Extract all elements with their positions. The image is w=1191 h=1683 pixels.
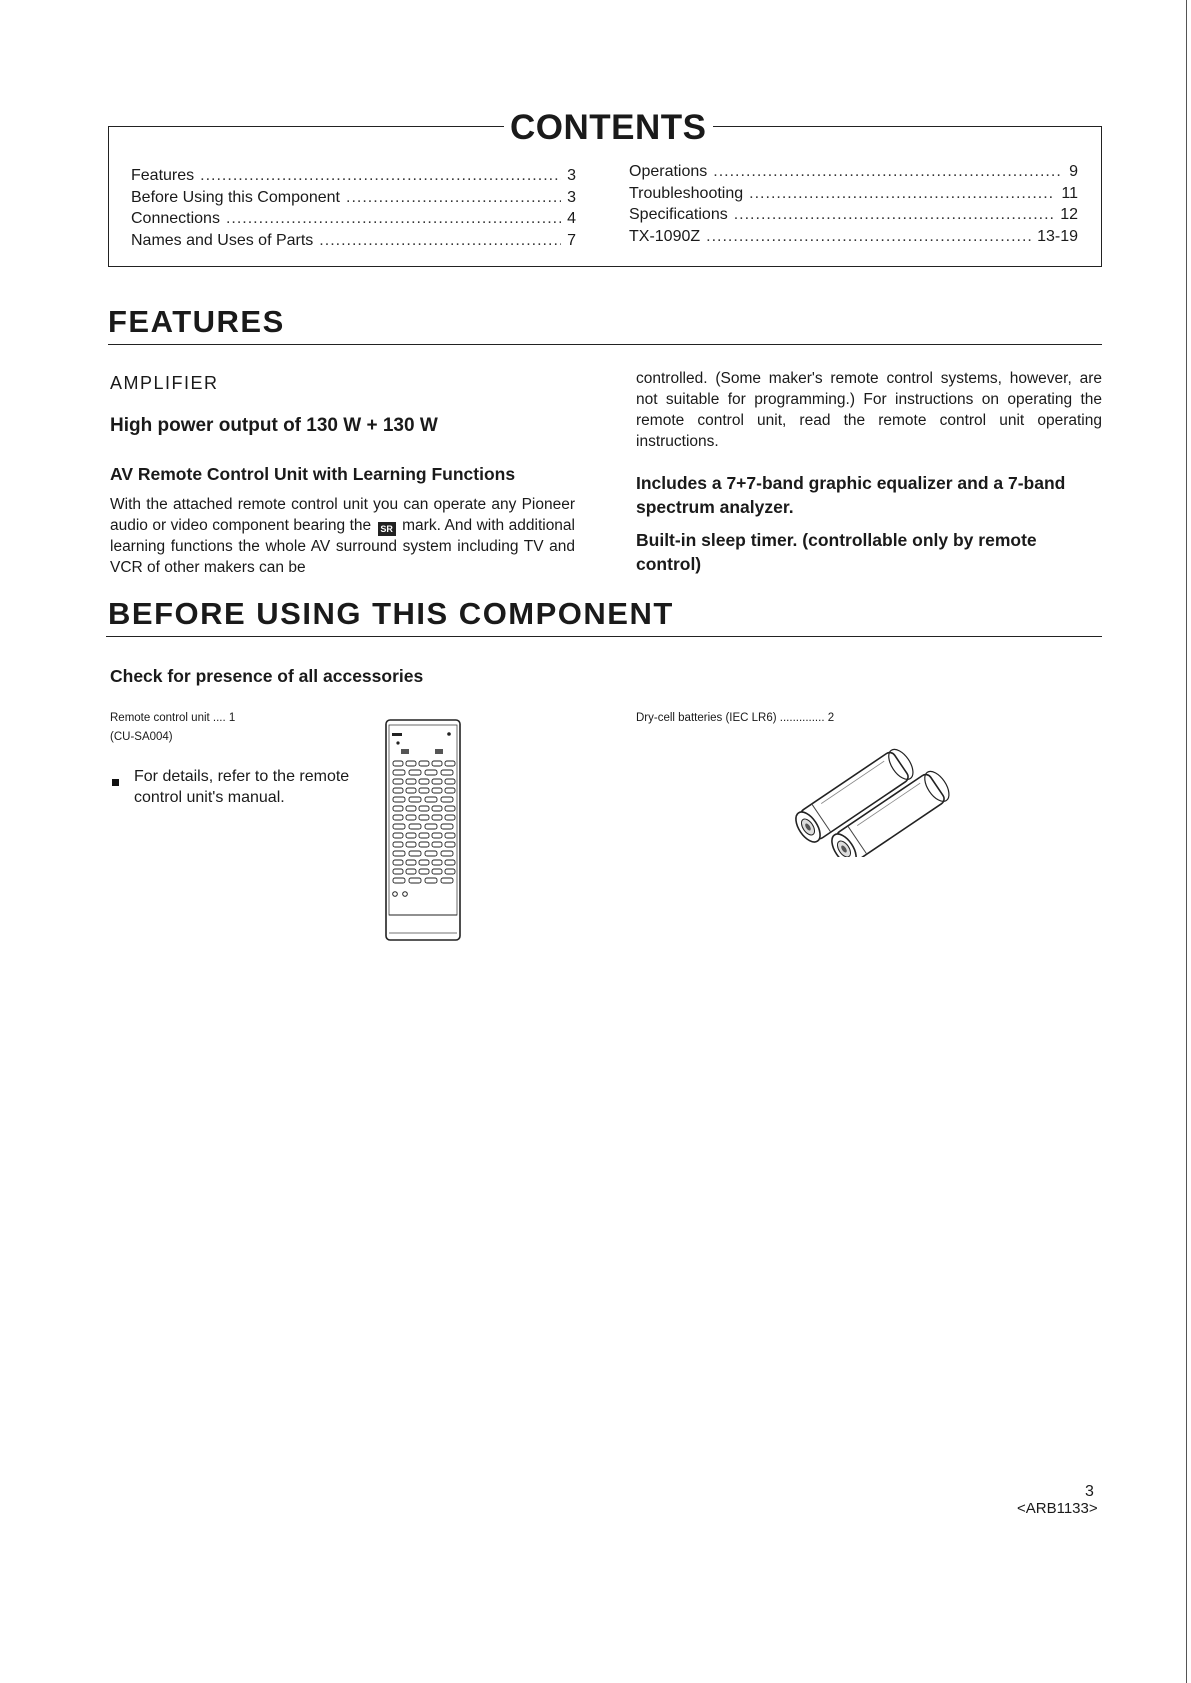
toc-label: Before Using this Component xyxy=(131,188,340,206)
power-output-heading: High power output of 130 W + 130 W xyxy=(110,415,438,436)
toc-page: 3 xyxy=(567,167,576,184)
amplifier-heading: AMPLIFIER xyxy=(110,373,219,393)
toc-leader xyxy=(734,204,1054,226)
document-code: <ARB1133> xyxy=(1017,1500,1098,1517)
av-remote-text-1: With the attached remote control unit you can operate any Pioneer audio or video component bearing the xyxy=(110,496,575,534)
contents-right-column xyxy=(629,161,1078,247)
toc-label: Connections xyxy=(131,210,220,227)
toc-page: 9 xyxy=(1069,163,1078,180)
before-using-rule xyxy=(106,636,1102,637)
sr-mark-icon: SR xyxy=(378,522,396,536)
toc-leader xyxy=(319,230,561,252)
before-using-heading: BEFORE USING THIS COMPONENT xyxy=(108,596,674,631)
toc-label: Operations xyxy=(629,163,708,180)
toc-leader xyxy=(200,165,561,187)
av-remote-text-2: mark. And with additional learning functions the whole AV surround system including TV and VCR of other makers can be xyxy=(110,517,575,576)
toc-leader xyxy=(706,226,1031,248)
toc-page: 3 xyxy=(567,188,576,206)
remote-control-model: (CU-SA004) xyxy=(110,731,173,743)
toc-page: 12 xyxy=(1060,206,1078,223)
toc-label: Troubleshooting xyxy=(629,184,744,202)
av-remote-description xyxy=(110,494,575,578)
toc-page: 11 xyxy=(1061,184,1078,202)
av-remote-heading: AV Remote Control Unit with Learning Functions xyxy=(110,464,516,484)
batteries-illustration xyxy=(786,745,952,862)
scan-edge-line xyxy=(1186,0,1187,1683)
toc-entry-before-using[interactable] xyxy=(131,187,576,209)
equalizer-feature: Includes a 7+7-band graphic equalizer and a 7-band spectrum analyzer. xyxy=(636,473,1066,517)
toc-entry-features[interactable] xyxy=(131,165,576,187)
toc-label: Names and Uses of Parts xyxy=(131,231,314,249)
toc-page: 13-19 xyxy=(1037,227,1078,245)
remote-control-line: Remote control unit .... 1 xyxy=(110,712,236,724)
toc-leader xyxy=(713,161,1063,183)
av-remote-description-continued: controlled. (Some maker's remote control systems, however, are not suitable for programming.) For instructions on operating the remote control unit, read the remote control unit operating instructions. xyxy=(636,370,1102,450)
toc-entry-specifications[interactable] xyxy=(629,204,1078,226)
toc-page: 7 xyxy=(567,231,576,249)
page-number: 3 xyxy=(1085,1483,1094,1500)
remote-details-note: For details, refer to the remote control unit's manual. xyxy=(134,768,350,806)
toc-page: 4 xyxy=(567,210,576,227)
toc-leader xyxy=(226,208,561,230)
batteries-line: Dry-cell batteries (IEC LR6) .............. 2 xyxy=(636,712,835,724)
features-rule xyxy=(108,344,1102,345)
toc-entry-names-and-uses[interactable] xyxy=(131,230,576,252)
toc-label: Features xyxy=(131,167,195,184)
sleep-timer-feature: Built-in sleep timer. (controllable only by remote control) xyxy=(636,530,1037,574)
toc-entry-operations[interactable] xyxy=(629,161,1078,183)
toc-label: TX-1090Z xyxy=(629,227,701,245)
check-accessories-heading: Check for presence of all accessories xyxy=(110,666,424,686)
contents-left-column xyxy=(131,165,576,251)
remote-control-illustration xyxy=(383,717,465,950)
toc-label: Specifications xyxy=(629,206,728,223)
contents-title: CONTENTS xyxy=(504,108,713,148)
toc-leader xyxy=(749,183,1055,205)
toc-entry-connections[interactable] xyxy=(131,208,576,230)
toc-leader xyxy=(346,187,561,209)
bullet-icon xyxy=(112,773,119,791)
toc-entry-tx-1090z[interactable] xyxy=(629,226,1078,248)
toc-entry-troubleshooting[interactable] xyxy=(629,183,1078,205)
features-heading: FEATURES xyxy=(108,304,285,339)
